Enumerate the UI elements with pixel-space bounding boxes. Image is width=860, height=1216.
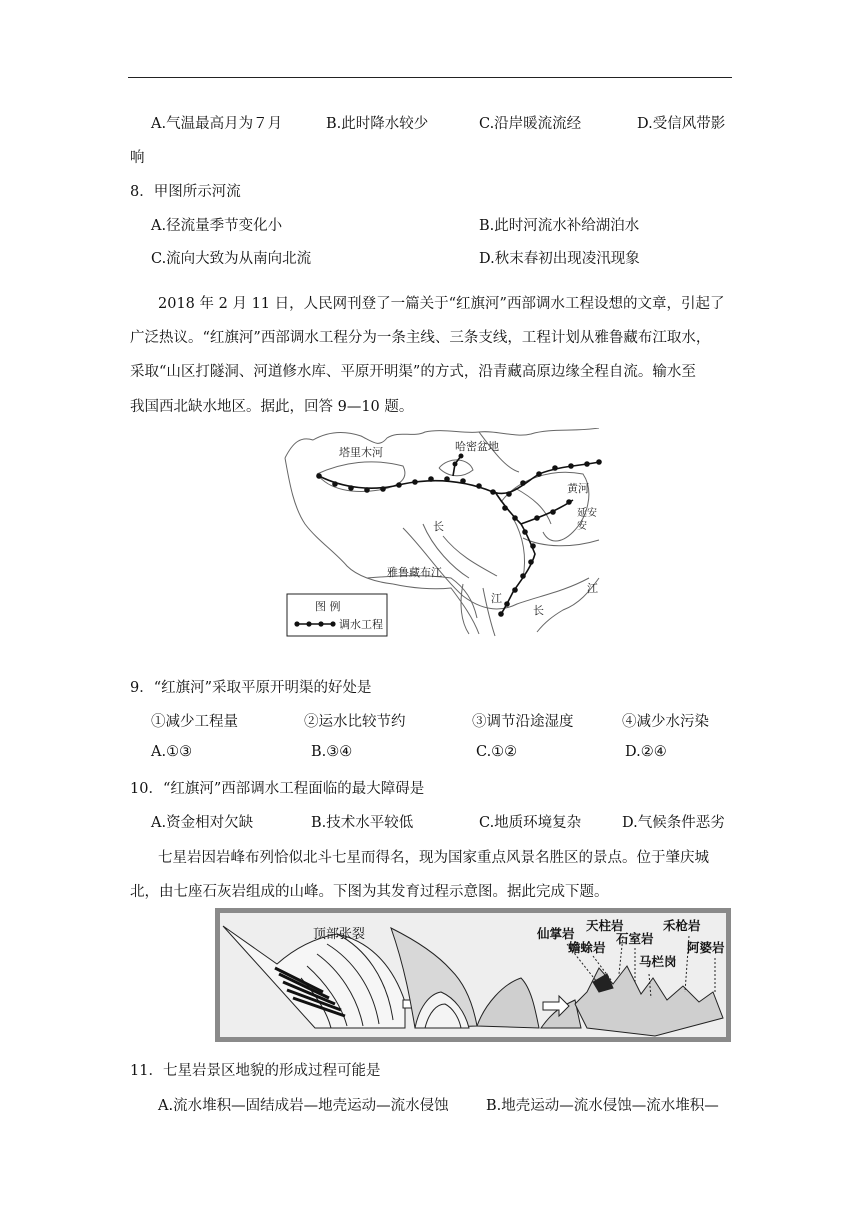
q11-option-a: A.流水堆积—固结成岩—地壳运动—流水侵蚀 — [158, 1098, 449, 1114]
q10-option-d: D.气候条件恶劣 — [622, 815, 725, 831]
q8-stem: 8．甲图所示河流 — [130, 184, 241, 200]
water-diversion-map — [283, 428, 607, 640]
qixingyan-landform-diagram — [215, 908, 731, 1042]
map-label-yanan-2: 安 — [577, 521, 587, 532]
q10-option-c: C.地质环境复杂 — [479, 815, 582, 831]
q9-option-b: B.③④ — [311, 744, 353, 760]
label-xianzhang: 仙掌岩 — [537, 926, 575, 941]
q9-option-d: D.②④ — [625, 744, 667, 760]
passage1-line-3: 采取“山区打隧洞、河道修水库、平原开明渠”的方式，沿青藏高原边缘全程自流。输水至 — [130, 364, 696, 380]
map-label-tarim: 塔里木河 — [339, 446, 383, 459]
passage1-line-2: 广泛热议。“红旗河”西部调水工程分为一条主线、三条支线，工程计划从雅鲁藏布江取水， — [130, 330, 711, 346]
q10-option-b: B.技术水平较低 — [311, 815, 414, 831]
q9-item-1: ①减少工程量 — [151, 714, 238, 730]
map-label-chang-2: 长 — [533, 604, 544, 617]
label-chanchu: 蟾蜍岩 — [568, 940, 606, 955]
header-rule — [128, 77, 732, 78]
map-label-jiang-2: 江 — [587, 582, 598, 595]
map-label-yellow-river: 黄河 — [567, 482, 589, 495]
map-legend — [287, 594, 387, 636]
passage2-line-2: 北，由七座石灰岩组成的山峰。下图为其发育过程示意图。据此完成下题。 — [130, 884, 609, 900]
q8-option-a: A.径流量季节变化小 — [151, 218, 283, 234]
map-label-jiang-1: 江 — [491, 592, 502, 605]
passage1-line-1: 2018 年 2 月 11 日，人民网刊登了一篇关于“红旗河”西部调水工程设想的文章，引起了 — [158, 296, 725, 312]
q7-option-a: A.气温最高月为７月 — [151, 116, 283, 132]
q9-item-3: ③调节沿途湿度 — [472, 714, 574, 730]
q7-option-b: B.此时降水较少 — [326, 116, 429, 132]
label-tianzhu: 天柱岩 — [586, 918, 624, 933]
q7-option-c: C.沿岸暖流流经 — [479, 116, 582, 132]
q9-option-a: A.①③ — [151, 744, 193, 760]
map-label-yanan: 延安 — [577, 508, 597, 519]
map-label-chang-1: 长 — [433, 520, 444, 533]
label-shishi: 石室岩 — [616, 931, 654, 946]
q9-option-c: C.①② — [476, 744, 518, 760]
q7-option-d: D.受信风带影 — [637, 116, 726, 132]
passage1-line-4: 我国西北缺水地区。据此，回答 9—10 题。 — [130, 399, 414, 415]
map-label-hami: 哈密盆地 — [455, 440, 499, 453]
q9-item-2: ②运水比较节约 — [304, 714, 406, 730]
q8-option-b: B.此时河流水补给湖泊水 — [479, 218, 640, 234]
passage2-line-1: 七星岩因岩峰布列恰似北斗七星而得名，现为国家重点风景名胜区的景点。位于肇庆城 — [158, 850, 709, 866]
map-label-yarlung: 雅鲁藏布江 — [387, 566, 442, 579]
label-crack: 顶部张裂 — [313, 927, 366, 942]
label-malan: 马栏岗 — [639, 954, 677, 969]
q10-stem: 10．“红旗河”西部调水工程面临的最大障碍是 — [130, 781, 425, 797]
q9-stem: 9．“红旗河”采取平原开明渠的好处是 — [130, 680, 372, 696]
legend-item: 调水工程 — [339, 618, 383, 631]
q11-stem: 11．七星岩景区地貌的形成过程可能是 — [130, 1063, 381, 1079]
q11-option-b: B.地壳运动—流水侵蚀—流水堆积— — [486, 1098, 719, 1114]
q8-option-c: C.流向大致为从南向北流 — [151, 251, 312, 267]
q9-item-4: ④减少水污染 — [622, 714, 709, 730]
legend-title: 图 例 — [315, 600, 341, 613]
label-heqiang: 禾枪岩 — [663, 918, 701, 933]
q8-option-d: D.秋末春初出现凌汛现象 — [479, 251, 640, 267]
q7-option-d-wrap: 响 — [130, 150, 145, 166]
q10-option-a: A.资金相对欠缺 — [151, 815, 254, 831]
label-apo: 阿婆岩 — [687, 940, 725, 955]
